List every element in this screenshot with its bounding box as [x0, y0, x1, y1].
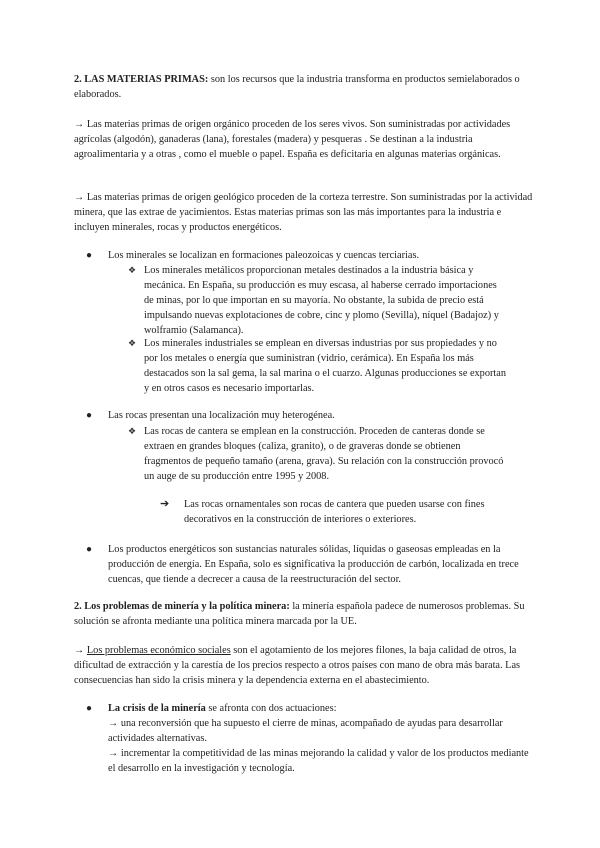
- section1-intro: son los recursos que la industria transforma en productos semielaborados o elaborados.: [74, 74, 520, 100]
- minerals-text: Los minerales se localizan en formaciones paleozoicas y cuencas terciarias.: [108, 250, 420, 261]
- geologic-materials-paragraph: → Las materias primas de origen geológico proceden de la corteza terrestre. Son suministradas por la actividad minera, que las extrae de yacimientos. Estas materias primas son las más importantes para la industria e incluyen minerales, rocas y productos energéticos.: [74, 192, 533, 233]
- section2-intro: la minería española padece de numerosos problemas. Su solución se afronta mediante una política minera marcada por la UE.: [74, 601, 525, 627]
- crisis-text: se afronta con dos actuaciones:: [205, 703, 337, 714]
- crisis-action-reconversion: → una reconversión que ha supuesto el cierre de minas, acompañado de ayudas para desarrollar actividades alternativas.: [108, 718, 503, 744]
- diamond-bullet-icon: ❖: [128, 338, 137, 348]
- bullet-dot-icon: ●: [86, 410, 93, 421]
- crisis-line: [108, 701, 534, 716]
- socioeconomic-text: son el agotamiento de los mejores filones, la baja calidad de otros, la dificultad de extracción y la carestía de los precios respecto a otros países con mano de obra más barata. Las consecuencias han sido la crisis minera y la dependencia externa en el abastecimiento.: [74, 645, 521, 686]
- energy-bullet: [82, 542, 534, 587]
- metallic-minerals-item: [128, 263, 508, 338]
- socioeconomic-paragraph: [74, 643, 534, 688]
- quarry-rocks-item: [128, 424, 508, 484]
- section2-heading: 2. Los problemas de minería y la política minera:: [74, 601, 290, 612]
- section1-heading: 2. LAS MATERIAS PRIMAS:: [74, 74, 209, 85]
- ornamental-rocks-text: Las rocas ornamentales son rocas de cantera que pueden usarse con fines decorativos en la construcción de interiores o exteriores.: [184, 499, 485, 525]
- bullet-dot-icon: ●: [86, 250, 93, 261]
- section2-paragraph: [74, 599, 534, 629]
- crisis-bullet: [82, 701, 534, 776]
- crisis-label: La crisis de la minería: [108, 703, 206, 714]
- quarry-rocks-text: Las rocas de cantera se emplean en la construcción. Proceden de canteras donde se extraen en grandes bloques (caliza, granito), o de graveras donde se obtienen fragmentos de pequeño tamaño (arena, grava). Su relación con la construcción provocó un auge de su producción entre 1995 y 2008.: [144, 426, 504, 482]
- industrial-minerals-text: Los minerales industriales se emplean en diversas industrias por sus propiedades y no por los metales o energía que suministran (vidrio, cerámica). En España los más destacados son la sal gema, la sal marina o el cuarzo. Algunas producciones se exportan y en otros casos es necesario importarlas.: [144, 338, 506, 394]
- energy-text: Los productos energéticos son sustancias naturales sólidas, líquidas o gaseosas empleadas en la producción de energía. En España, solo es significativa la producción de carbón, localizada en trece cuencas, que tiende a decrecer a causa de la reestructuración del sector.: [108, 544, 519, 585]
- arrow-bullet-icon: ➔: [160, 498, 170, 510]
- diamond-bullet-icon: ❖: [128, 426, 137, 436]
- diamond-bullet-icon: ❖: [128, 265, 137, 275]
- rocks-bullet: [82, 408, 534, 423]
- rocks-text: Las rocas presentan una localización muy heterogénea.: [108, 410, 335, 421]
- bullet-dot-icon: ●: [86, 544, 93, 555]
- arrow-icon: →: [74, 645, 87, 656]
- metallic-minerals-text: Los minerales metálicos proporcionan metales destinados a la industria básica y mecánica. En España, su producción es muy escasa, al haberse cerrado importaciones de minas, por lo que importan en su mayoría. No obstante, la subida de precio está impulsando nuevas explotaciones de cobre, cinc y plomo (Sevilla), níquel (Badajoz) y wolframio (Salamanca).: [144, 265, 499, 336]
- minerals-bullet: [82, 248, 534, 263]
- organic-materials-paragraph: → Las materias primas de origen orgánico proceden de los seres vivos. Son suministradas por actividades agrícolas (algodón), ganaderas (lana), forestales (madera) y pesqueras . Se destinan a la industria agroalimentaria y a otras , como el mueble o papel. España es deficitaria en algunas materias orgánicas.: [74, 119, 511, 160]
- industrial-minerals-item: [128, 336, 508, 396]
- socioeconomic-label: Los problemas económico sociales: [86, 645, 231, 656]
- ornamental-rocks-item: [160, 497, 510, 527]
- bullet-dot-icon: ●: [86, 703, 93, 714]
- crisis-action-competitiveness: → incrementar la competitividad de las minas mejorando la calidad y valor de los productos mediante el desarrollo en la investigación y tecnología.: [108, 748, 529, 774]
- section1-paragraph: [74, 72, 534, 102]
